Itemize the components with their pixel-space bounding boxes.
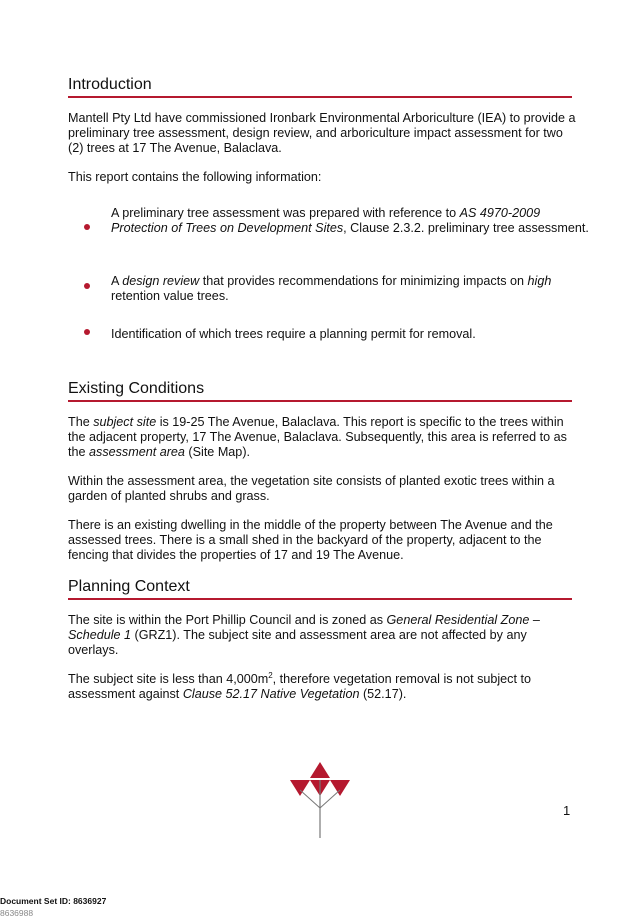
bullet-icon — [84, 329, 90, 335]
page-number: 1 — [563, 803, 571, 818]
existing-paragraph-1: The subject site is 19-25 The Avenue, Balaclava. This report is specific to the trees within the adjacent property, 17 The Avenue, Balaclava. Subsequently, this area is referred to as the assessment area (Site Map). — [68, 415, 567, 459]
planning-paragraph-1: The site is within the Port Phillip Council and is zoned as General Residential Zone – Schedule 1 (GRZ1). The subject site and assessment area are not affected by any overlays. — [68, 613, 540, 657]
document-set-id-overlay: 8636988 — [0, 908, 34, 918]
intro-paragraph: Mantell Pty Ltd have commissioned Ironbark Environmental Arboriculture (IEA) to provide a preliminary tree assessment, design review, and arboriculture impact assessment for two (2) trees at 17 The Avenue, Balaclava. — [68, 111, 576, 155]
planning-paragraph-2: The subject site is less than $4,000m^2$, therefore vegetation removal is not subject to assessment against Clause 52.17 Native Vegetation (52.17). — [68, 670, 531, 701]
existing-paragraph-2: Within the assessment area, the vegetation site consists of planted exotic trees within a garden of planted shrubs and grass. — [68, 474, 555, 503]
bullet-item-2: A design review that provides recommendations for minimizing impacts on high retention value trees. — [111, 274, 552, 303]
section-heading-planning-context: Planning Context — [68, 578, 572, 600]
document-set-id: Document Set ID: 8636927 — [0, 896, 107, 906]
bullet-item-1: A preliminary tree assessment was prepared with reference to AS 4970-2009 Protection of Trees on Development Sites, Clause 2.3.2. preliminary tree assessment. — [111, 206, 589, 235]
intro-list-lead: This report contains the following information: — [68, 170, 322, 184]
existing-paragraph-3: There is an existing dwelling in the middle of the property between The Avenue and the assessed trees. There is a small shed in the backyard of the property, adjacent to the fencing that divides the properties of 17 and 19 The Avenue. — [68, 518, 553, 562]
bullet-icon — [84, 283, 90, 289]
bullet-icon — [84, 224, 90, 230]
bullet-item-3: Identification of which trees require a planning permit for removal. — [111, 327, 476, 341]
section-heading-introduction: Introduction — [68, 76, 572, 98]
ironbark-leaf-logo-icon — [288, 760, 352, 840]
section-heading-existing-conditions: Existing Conditions — [68, 380, 572, 402]
